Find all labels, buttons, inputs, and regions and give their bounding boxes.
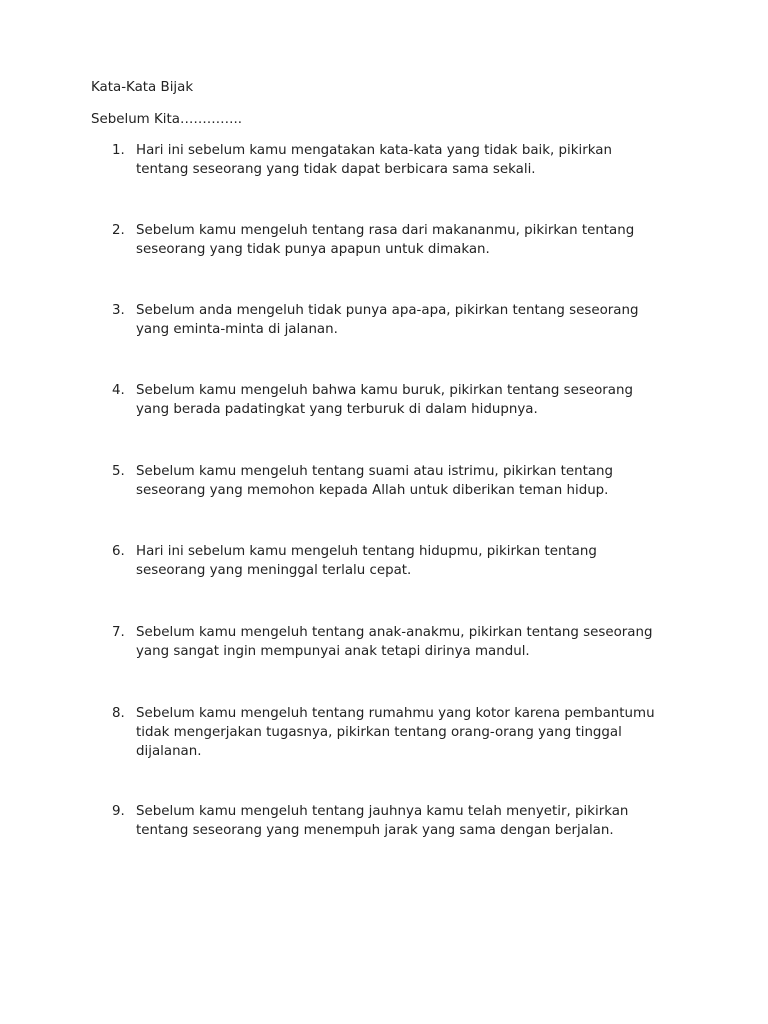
list-item-number: 1. <box>112 143 125 158</box>
list-item-number: 2. <box>112 223 125 238</box>
list-item-text: Sebelum kamu mengeluh tentang rumahmu yang kotor karena pembantumu tidak mengerjakan tugasnya, pikirkan tentang orang-orang yang tinggal dijalanan. <box>136 706 655 759</box>
document-title: Kata-Kata Bijak <box>91 80 194 95</box>
list-item-number: 7. <box>112 625 125 640</box>
list-item-text: Sebelum kamu mengeluh tentang anak-anakmu, pikirkan tentang seseorang yang sangat ingin mempunyai anak tetapi dirinya mandul. <box>136 625 653 659</box>
list-item-text: Sebelum kamu mengeluh tentang jauhnya kamu telah menyetir, pikirkan tentang seseorang yang menempuh jarak yang sama dengan berjalan. <box>136 804 629 838</box>
list-item-number: 3. <box>112 303 125 318</box>
list-item-text: Sebelum kamu mengeluh bahwa kamu buruk, pikirkan tentang seseorang yang berada padatingkat yang terburuk di dalam hidupnya. <box>136 383 633 417</box>
document-subtitle: Sebelum Kita………….. <box>91 112 243 127</box>
list-item-text: Sebelum anda mengeluh tidak punya apa-apa, pikirkan tentang seseorang yang eminta-minta di jalanan. <box>136 303 639 337</box>
list-item-text: Hari ini sebelum kamu mengeluh tentang hidupmu, pikirkan tentang seseorang yang meninggal terlalu cepat. <box>136 544 597 578</box>
list-item-number: 9. <box>112 804 125 819</box>
list-item-number: 4. <box>112 383 125 398</box>
list-item-text: Hari ini sebelum kamu mengatakan kata-kata yang tidak baik, pikirkan tentang seseorang yang tidak dapat berbicara sama sekali. <box>136 143 612 177</box>
list-item-number: 5. <box>112 464 125 479</box>
list-item-text: Sebelum kamu mengeluh tentang suami atau istrimu, pikirkan tentang seseorang yang memohon kepada Allah untuk diberikan teman hidup. <box>136 464 614 498</box>
list-item-number: 8. <box>112 706 125 721</box>
list-item-text: Sebelum kamu mengeluh tentang rasa dari makananmu, pikirkan tentang seseorang yang tidak punya apapun untuk dimakan. <box>136 223 635 257</box>
list-item-number: 6. <box>112 544 125 559</box>
